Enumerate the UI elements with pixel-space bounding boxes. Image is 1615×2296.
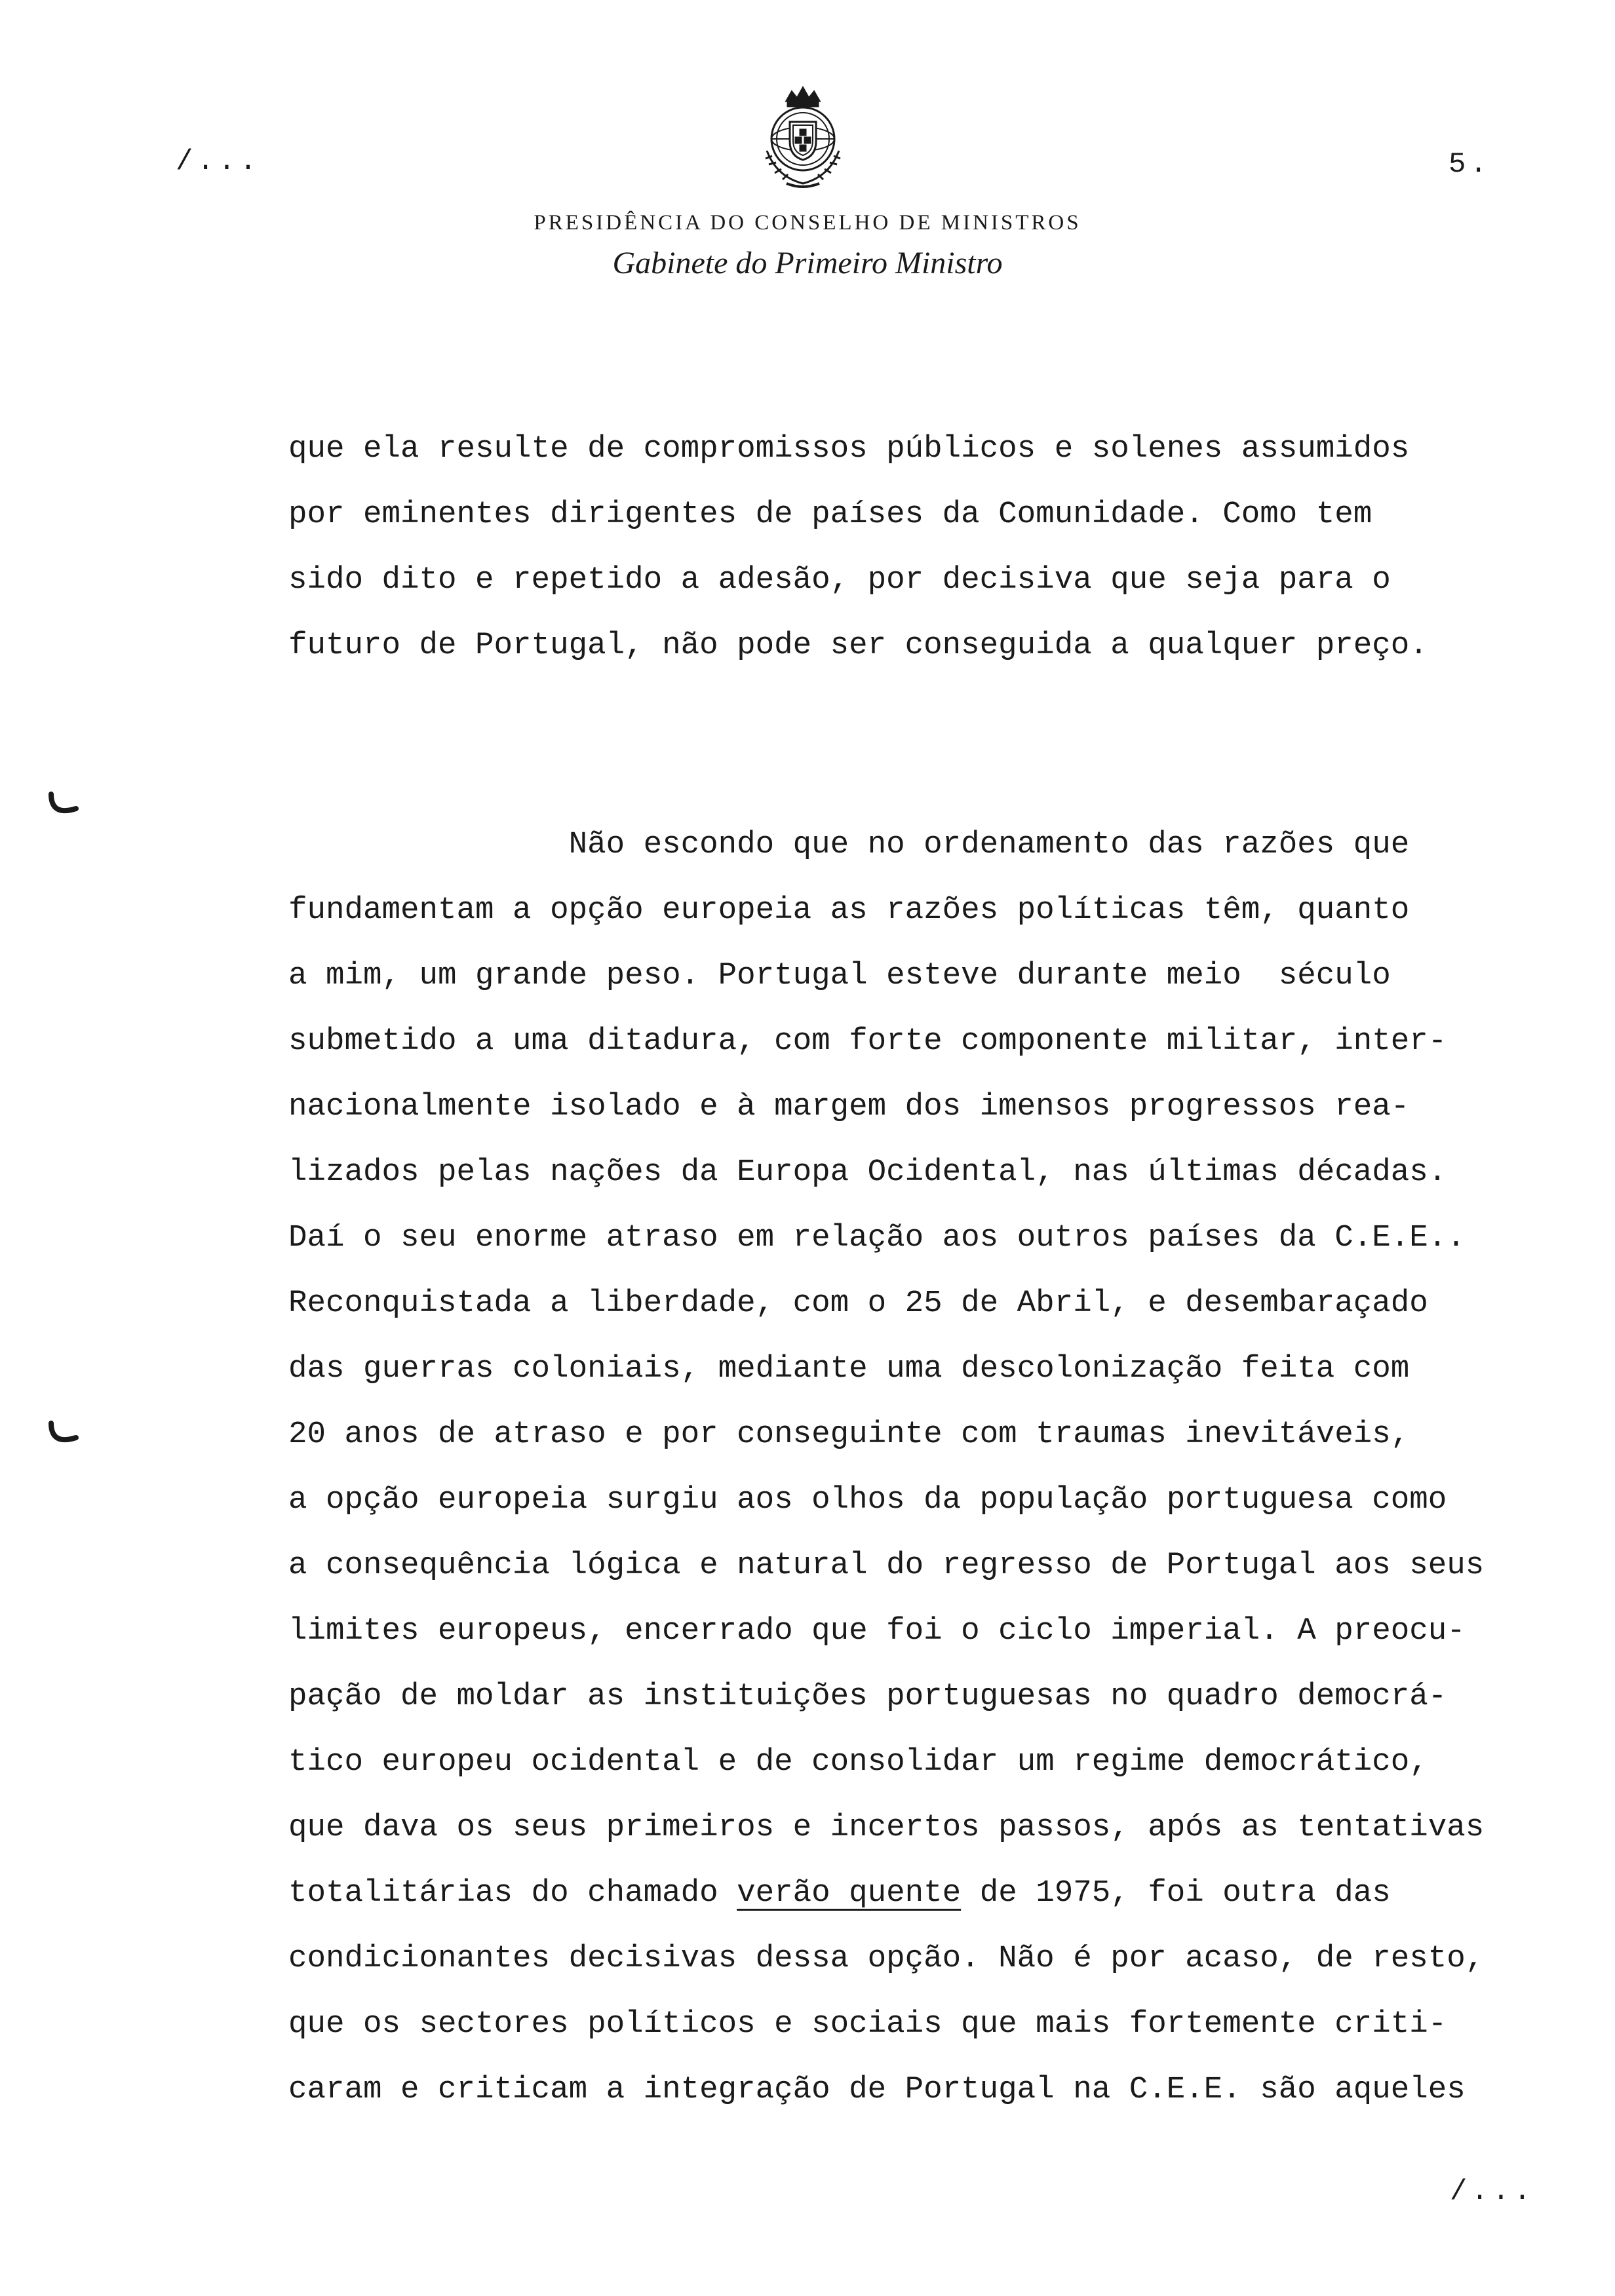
body-line: a opção europeia surgiu aos olhos da população portuguesa como: [288, 1482, 1447, 1518]
body-line: condicionantes decisivas dessa opção. Não é por acaso, de resto,: [288, 1941, 1485, 1976]
office-heading: PRESIDÊNCIA DO CONSELHO DE MINISTROS: [534, 211, 1081, 235]
body-line: futuro de Portugal, não pode ser conseguida a qualquer preço.: [288, 628, 1428, 663]
body-line: por eminentes dirigentes de países da Comunidade. Como tem: [288, 497, 1372, 532]
page-number: 5.: [1449, 148, 1491, 181]
body-line: pação de moldar as instituições portuguesas no quadro democrá-: [288, 1679, 1447, 1714]
body-line: fundamentam a opção europeia as razões políticas têm, quanto: [288, 892, 1410, 928]
continuation-mark-bottom: /...: [1450, 2175, 1535, 2208]
continuation-mark-top: /...: [176, 145, 261, 178]
body-line: Daí o seu enorme atraso em relação aos outros países da C.E.E..: [288, 1220, 1466, 1255]
body-line: a consequência lógica e natural do regresso de Portugal aos seus: [288, 1548, 1485, 1583]
body-line: sido dito e repetido a adesão, por decisiva que seja para o: [288, 562, 1391, 598]
body-line: Não escondo que no ordenamento das razões que: [288, 827, 1410, 862]
body-text: de 1975, foi outra das: [961, 1875, 1391, 1911]
body-line: nacionalmente isolado e à margem dos imensos progressos rea-: [288, 1089, 1410, 1124]
body-line: que os sectores políticos e sociais que mais fortemente criti-: [288, 2006, 1447, 2042]
body-line: que ela resulte de compromissos públicos e solenes assumidos: [288, 431, 1410, 467]
body-line: 20 anos de atraso e por conseguinte com traumas inevitáveis,: [288, 1417, 1410, 1452]
body-line: Reconquistada a liberdade, com o 25 de Abril, e desembaraçado: [288, 1286, 1428, 1321]
body-line: [288, 1875, 1391, 1911]
cabinet-subheading: Gabinete do Primeiro Ministro: [612, 246, 1003, 280]
body-text: totalitárias do chamado: [288, 1875, 737, 1911]
body-line: submetido a uma ditadura, com forte componente militar, inter-: [288, 1024, 1447, 1059]
body-line: que dava os seus primeiros e incertos passos, após as tentativas: [288, 1810, 1485, 1845]
body-line: das guerras coloniais, mediante uma descolonização feita com: [288, 1351, 1410, 1387]
underlined-phrase: verão quente: [737, 1875, 962, 1911]
body-line: limites europeus, encerrado que foi o ciclo imperial. A preocu-: [288, 1613, 1466, 1649]
body-line: tico europeu ocidental e de consolidar um regime democrático,: [288, 1744, 1428, 1780]
body-line: a mim, um grande peso. Portugal esteve durante meio século: [288, 958, 1391, 993]
punch-hole-mark-lower: [45, 1415, 84, 1455]
body-line: lizados pelas nações da Europa Ocidental, nas últimas décadas.: [288, 1155, 1447, 1190]
punch-hole-mark-upper: [45, 786, 84, 826]
body-line: caram e criticam a integração de Portugal na C.E.E. são aqueles: [288, 2072, 1466, 2107]
coat-of-arms-emblem: [741, 79, 865, 197]
